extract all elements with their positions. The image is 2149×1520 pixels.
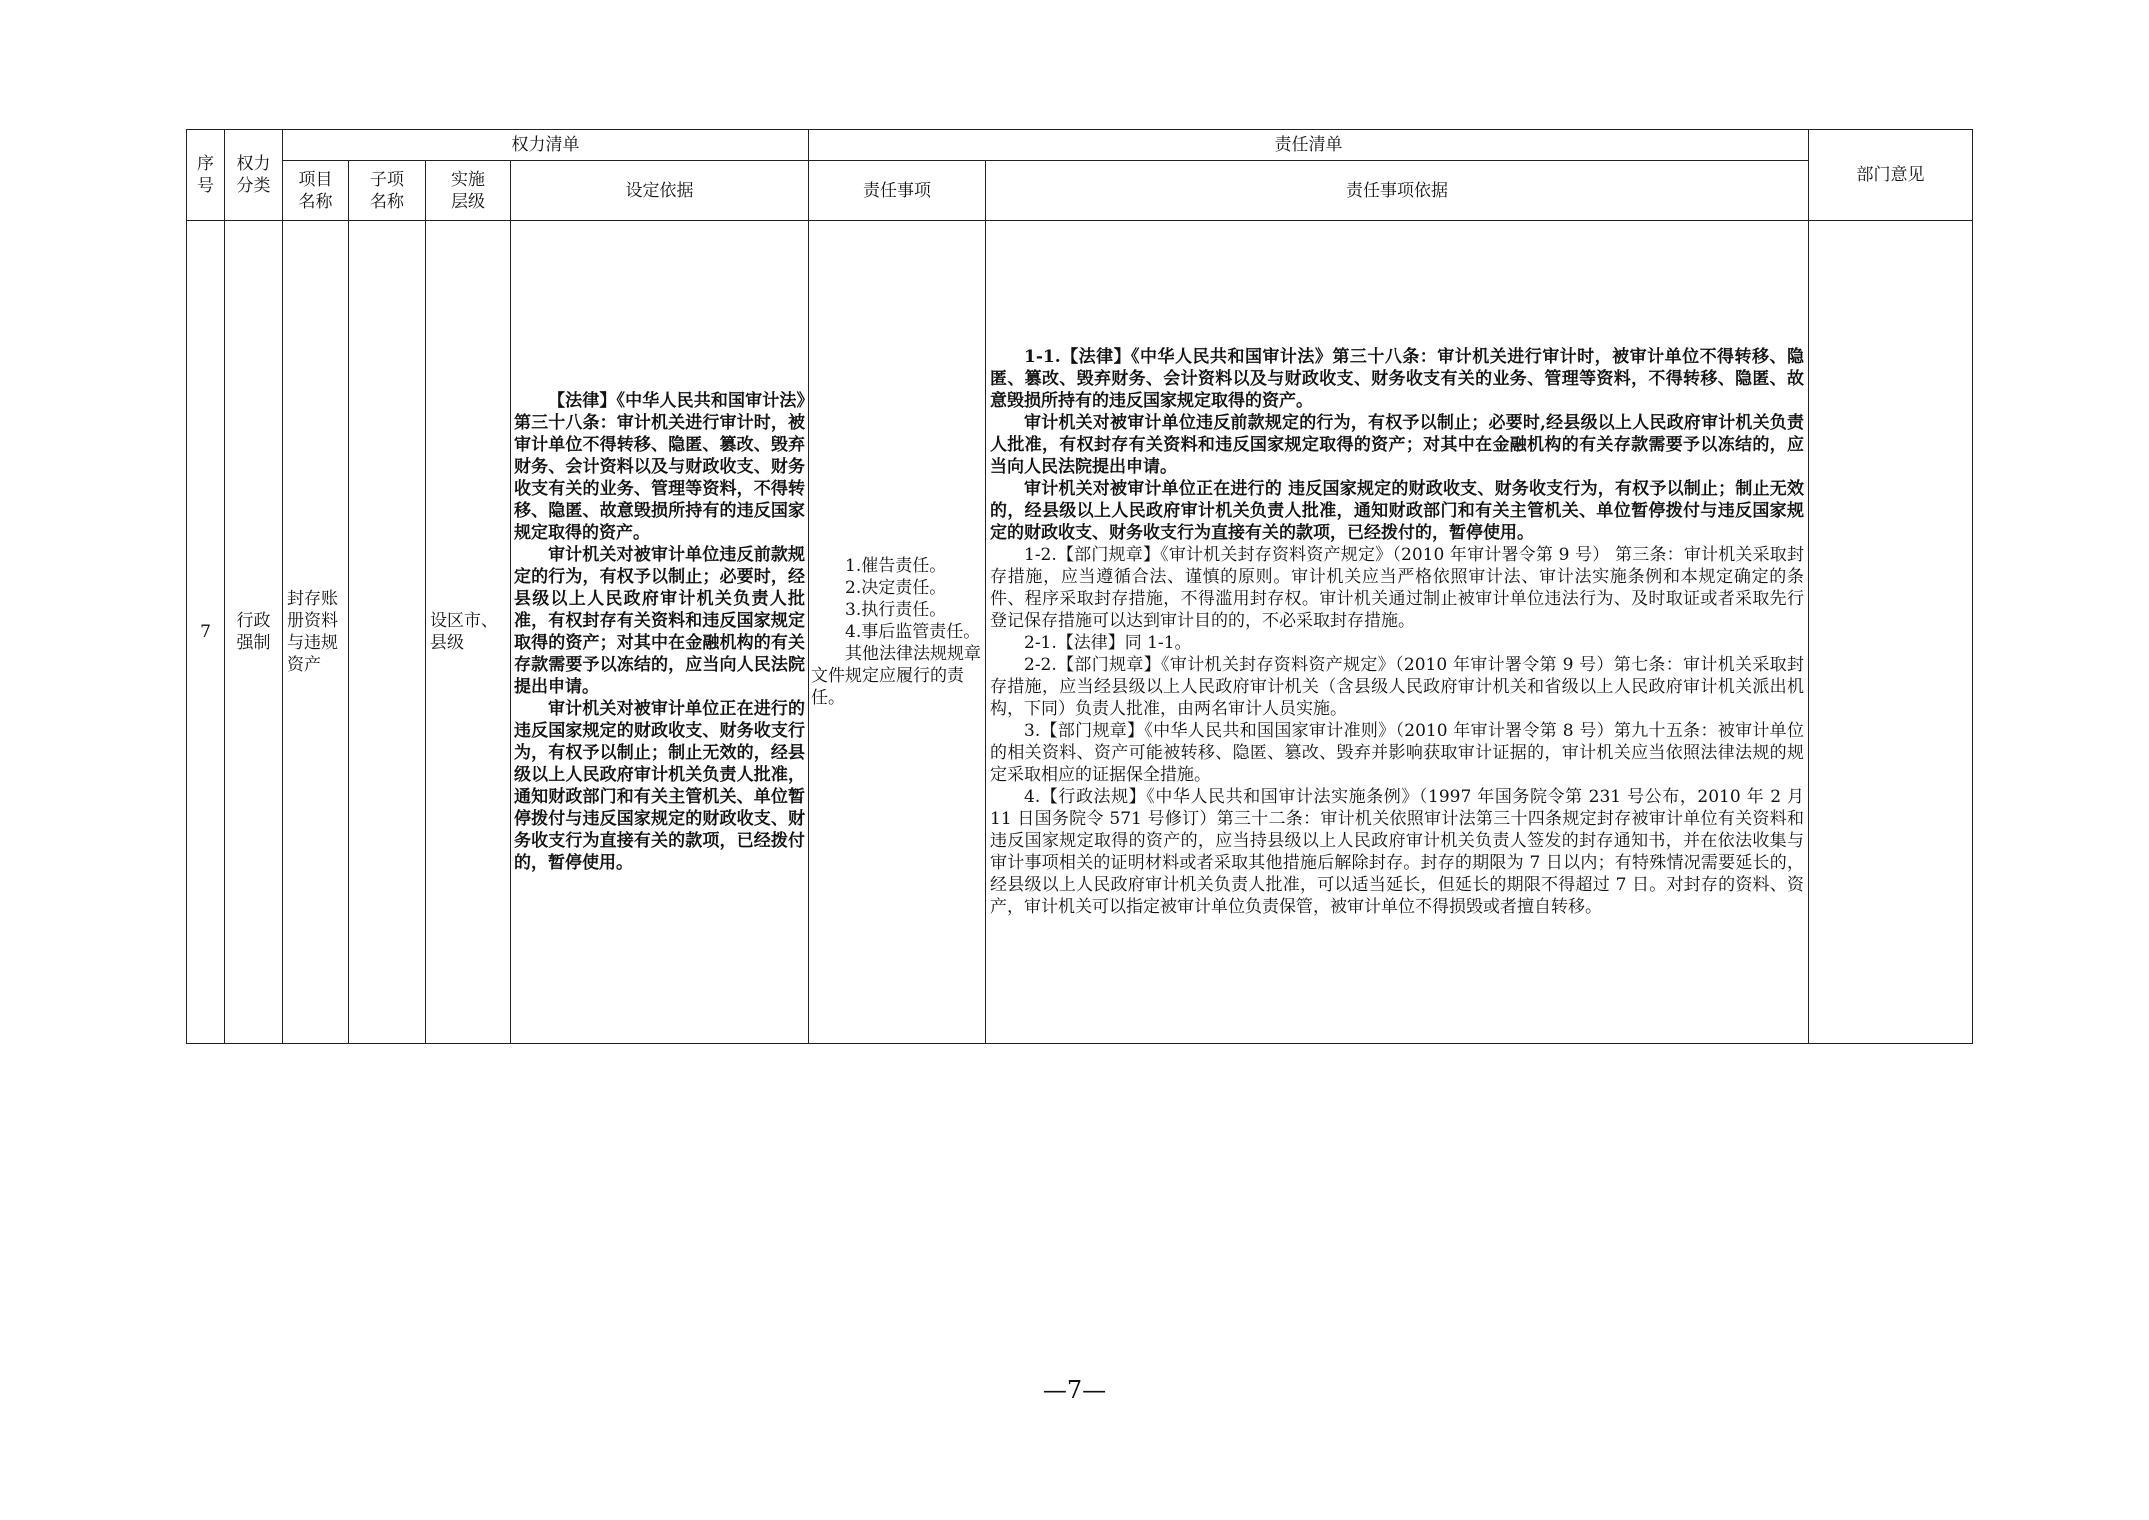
duty-basis-paragraph: 2-1.【法律】同 1-1。 bbox=[1024, 633, 1192, 653]
duty-basis-paragraph: 4.【行政法规】《中华人民共和国审计法实施条例》（1997 年国务院令第 231 号公布，2010 年 2 月 11 日国务院令 571 号修订）第三十二条：审计机关依照审计法第三十四条规定封存被审计单位有关资料和违反国家规定取得的资产的，应当持县级以上人民政府审计机关负责人签发的封存通知书，并在依法收集与审计事项相关的证明材料或者采取其他措施后解除封存。封存的期限为 7 日以内；有特殊情况需要延长的，经县级以上人民政府审计机关负责人批准，可以适当延长，但延长的期限不得超过 7 日。对封存的资料、资产，审计机关可以指定被审计单位负责保管，被审计单位不得损毁或者擅自转移。 bbox=[990, 787, 1804, 917]
duty-basis-paragraph: 1-1.【法律】《中华人民共和国审计法》第三十八条：审计机关进行审计时，被审计单位不得转移、隐匿、篡改、毁弃财务、会计资料以及与财政收支、财务收支有关的业务、管理等资料，不得转移、隐匿、故意毁损所持有的违反国家规定取得的资产。 bbox=[990, 347, 1804, 411]
header-power-list: 权力清单 bbox=[283, 130, 809, 161]
row-dept-opinion bbox=[1809, 221, 1973, 1044]
header-sub-name: 子项 名称 bbox=[349, 161, 426, 221]
basis-paragraph: 审计机关对被审计单位正在进行的 违反国家规定的财政收支、财务收支行为，有权予以制止；制止无效的，经县级以上人民政府审计机关负责人批准，通知财政部门和有关主管机关、单位暂停拨付与违反国家规定的财政收支、财务收支行为直接有关的款项，已经拨付的，暂停使用。 bbox=[514, 699, 805, 873]
duty-basis-paragraph: 3.【部门规章】《中华人民共和国国家审计准则》（2010 年审计署令第 8 号）第九十五条：被审计单位的相关资料、资产可能被转移、隐匿、篡改、毁弃并影响获取审计证据的，审计机关应当依照法律法规的规定采取相应的证据保全措施。 bbox=[990, 721, 1804, 785]
row-item-name: 封存账册资料与违规资产 bbox=[283, 221, 349, 1044]
header-level: 实施 层级 bbox=[426, 161, 511, 221]
duty-basis-paragraph: 审计机关对被审计单位违反前款规定的行为，有权予以制止；必要时,经县级以上人民政府审计机关负责人批准，有权封存有关资料和违反国家规定取得的资产；对其中在金融机构的有关存款需要予以冻结的，应当向人民法院提出申请。 bbox=[990, 413, 1804, 477]
page-number: —7— bbox=[1042, 1376, 1107, 1404]
header-duty-basis: 责任事项依据 bbox=[986, 161, 1809, 221]
power-responsibility-table bbox=[186, 129, 1973, 1044]
table-row bbox=[187, 221, 1973, 1044]
header-duty: 责任事项 bbox=[809, 161, 986, 221]
header-dept-opinion: 部门意见 bbox=[1809, 130, 1973, 221]
duty-item: 2.决定责任。 bbox=[845, 578, 947, 598]
row-duty-basis bbox=[986, 221, 1809, 1044]
header-seq: 序 号 bbox=[187, 130, 225, 221]
row-seq: 7 bbox=[187, 221, 225, 1044]
row-duties bbox=[809, 221, 986, 1044]
row-category: 行政强制 bbox=[225, 221, 283, 1044]
basis-paragraph: 【法律】《中华人民共和国审计法》第三十八条：审计机关进行审计时，被审计单位不得转移、隐匿、篡改、毁弃财务、会计资料以及与财政收支、财务收支有关的业务、管理等资料，不得转移、隐匿、故意毁损所持有的违反国家规定取得的资产。 bbox=[514, 391, 805, 543]
duty-basis-paragraph: 2-2.【部门规章】《审计机关封存资料资产规定》（2010 年审计署令第 9 号）第七条：审计机关采取封存措施，应当经县级以上人民政府审计机关（含县级人民政府审计机关和省级以上人民政府审计机关派出机构，下同）负责人批准，由两名审计人员实施。 bbox=[990, 655, 1804, 719]
duty-item: 其他法律法规规章文件规定应履行的责任。 bbox=[811, 644, 981, 708]
basis-paragraph: 审计机关对被审计单位违反前款规定的行为，有权予以制止；必要时，经县级以上人民政府审计机关负责人批准，有权封存有关资料和违反国家规定取得的资产；对其中在金融机构的有关存款需要予以冻结的，应当向人民法院提出申请。 bbox=[514, 545, 805, 697]
header-item-name: 项目 名称 bbox=[283, 161, 349, 221]
header-responsibility-list: 责任清单 bbox=[809, 130, 1809, 161]
duty-basis-paragraph: 审计机关对被审计单位正在进行的 违反国家规定的财政收支、财务收支行为，有权予以制止；制止无效的，经县级以上人民政府审计机关负责人批准，通知财政部门和有关主管机关、单位暂停拨付与违反国家规定的财政收支、财务收支行为直接有关的款项，已经拨付的，暂停使用。 bbox=[990, 479, 1804, 543]
row-sub-name bbox=[349, 221, 426, 1044]
row-legal-basis bbox=[511, 221, 809, 1044]
header-category: 权力 分类 bbox=[225, 130, 283, 221]
duty-item: 1.催告责任。 bbox=[845, 556, 947, 576]
duty-basis-paragraph: 1-2.【部门规章】《审计机关封存资料资产规定》（2010 年审计署令第 9 号） 第三条：审计机关采取封存措施，应当遵循合法、谨慎的原则。审计机关应当严格依照审计法、审计法实施条例和本规定确定的条件、程序采取封存措施，不得滥用封存权。审计机关通过制止被审计单位违法行为、及时取证或者采取先行登记保存措施可以达到审计目的的，不必采取封存措施。 bbox=[990, 545, 1804, 631]
row-level: 设区市、县级 bbox=[426, 221, 511, 1044]
duty-item: 3.执行责任。 bbox=[845, 600, 947, 620]
header-basis: 设定依据 bbox=[511, 161, 809, 221]
duty-item: 4.事后监管责任。 bbox=[845, 622, 981, 642]
